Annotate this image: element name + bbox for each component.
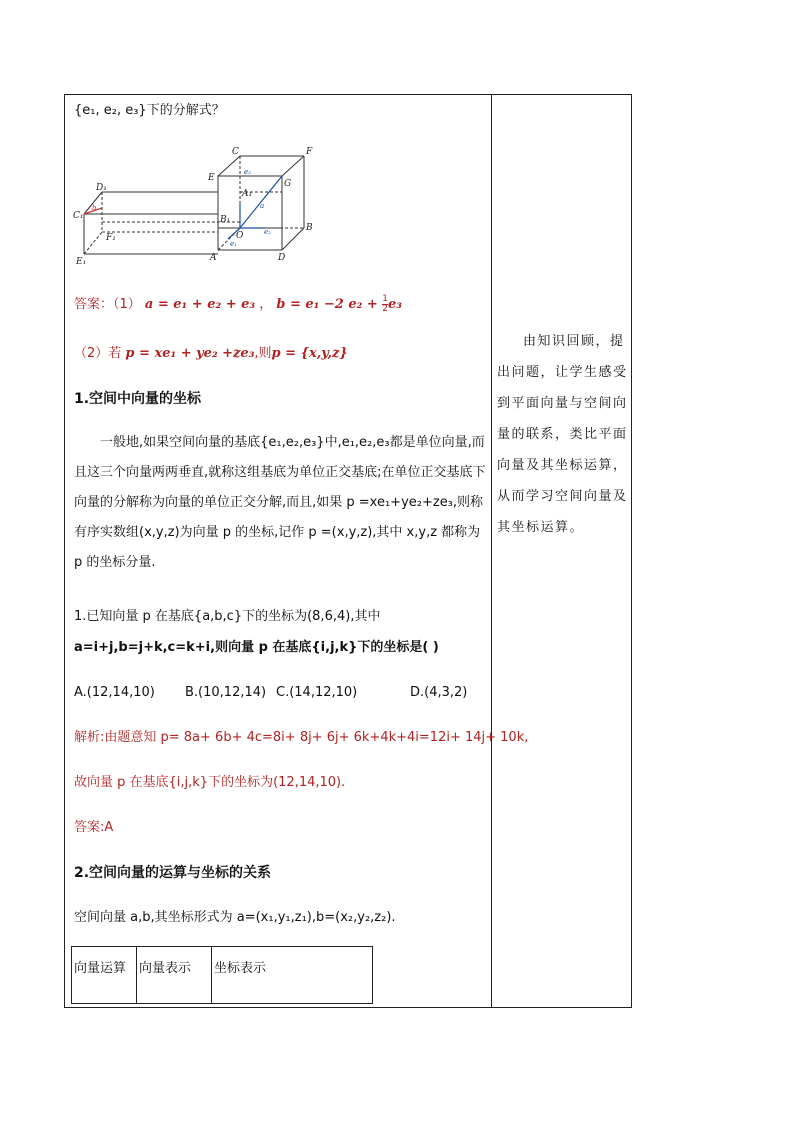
q1-option-d: D.(4,3,2) — [410, 685, 468, 700]
q1-line1: 1.已知向量 p 在基底{a,b,c}下的坐标为(8,6,4),其中 — [74, 609, 381, 624]
label-A1: A₁ — [242, 189, 253, 199]
q1-solution-line2: 故向量 p 在基底{i,j,k}下的坐标为(12,14,10). — [74, 775, 346, 790]
label-A: A — [210, 253, 217, 263]
part2-prefix: （2）若 — [74, 346, 122, 361]
answer-a-expr: a = e₁ + e₂ + e₃ — [144, 297, 256, 312]
box-figure — [70, 142, 320, 267]
column-divider — [491, 94, 492, 1008]
section2-title: 2.空间向量的运算与坐标的关系 — [74, 865, 272, 881]
coordinate-table — [71, 946, 373, 1004]
label-e3: e₃ — [244, 168, 251, 176]
label-O: O — [236, 231, 244, 241]
label-D: D — [278, 253, 286, 263]
label-C1: C₁ — [73, 211, 84, 221]
label-e2: e₂ — [264, 228, 271, 236]
part2-mid: ,则 — [254, 346, 272, 361]
label-C: C — [232, 147, 239, 157]
label-B: B — [306, 223, 313, 233]
q1-option-a: A.(12,14,10) — [74, 685, 155, 700]
label-F1: F₁ — [106, 233, 116, 243]
label-D1: D₁ — [96, 183, 107, 193]
label-e1: e₁ — [230, 240, 237, 248]
section2-line: 空间向量 a,b,其坐标形式为 a=(x₁,y₁,z₁),b=(x₂,y₂,z₂). — [74, 910, 396, 925]
section1-paragraph: 一般地,如果空间向量的基底{e₁,e₂,e₃}中,e₁,e₂,e₃都是单位向量,而且这三个向量两两垂直,就称这组基底为单位正交基底;在单位正交基底下向量的分解称为向量的单位正交分解,而且,如果 p =xe₁+ye₂+ze₃,则称有序实数组(x,y,z)为向量 p 的坐标,记作 p =(x,y,z),其中 x,y,z 都称为 p 的坐标分量. — [74, 435, 486, 570]
answer-b-tail: e₃ — [388, 297, 402, 312]
section1-title: 1.空间中向量的坐标 — [74, 391, 202, 407]
side-note: 由知识回顾，提出问题，让学生感受到平面向量与空间向量的联系，类比平面向量及其坐标运算，从而学习空间向量及其坐标运算。 — [497, 334, 628, 535]
label-a: a — [260, 202, 265, 210]
q1-line2: a=i+j,b=j+k,c=k+i,则向量 p 在基底{i,j,k}下的坐标是( ) — [74, 640, 439, 655]
q1-answer: 答案:A — [74, 820, 114, 835]
answer-line — [74, 295, 402, 314]
label-E: E — [208, 173, 215, 183]
answer-b-expr: b = e₁ −2 e₂ + — [276, 297, 383, 312]
table-header-coordinate: 坐标表示 — [212, 947, 373, 1004]
answer-prefix: 答案：（1） — [74, 297, 141, 312]
label-B1: B₁ — [220, 215, 231, 225]
answer-fraction: $\frac{1}{2}$ — [382, 294, 389, 314]
label-F: F — [306, 147, 313, 157]
answer-sep: ， — [259, 297, 273, 312]
q1-option-c: C.(14,12,10) — [276, 685, 358, 700]
q1-solution-line1: 解析:由题意知 p= 8a+ 6b+ 4c=8i+ 8j+ 6j+ 6k+4k+4i=12i+ 14j+ 10k, — [74, 730, 529, 745]
label-E1: E₁ — [76, 257, 87, 267]
basis-heading: {e₁, e₂, e₃}下的分解式？ — [74, 103, 225, 118]
part2-expr: p = xe₁ + ye₂ +ze₃ — [125, 346, 255, 361]
table-header-vector: 向量表示 — [137, 947, 212, 1004]
part2-line — [74, 347, 348, 360]
q1-option-b: B.(10,12,14) — [185, 685, 267, 700]
part2-result: p = {x,y,z} — [271, 346, 348, 361]
label-G: G — [284, 179, 292, 189]
table-row — [72, 947, 373, 1004]
table-header-operation: 向量运算 — [72, 947, 137, 1004]
label-b: b — [92, 204, 97, 212]
